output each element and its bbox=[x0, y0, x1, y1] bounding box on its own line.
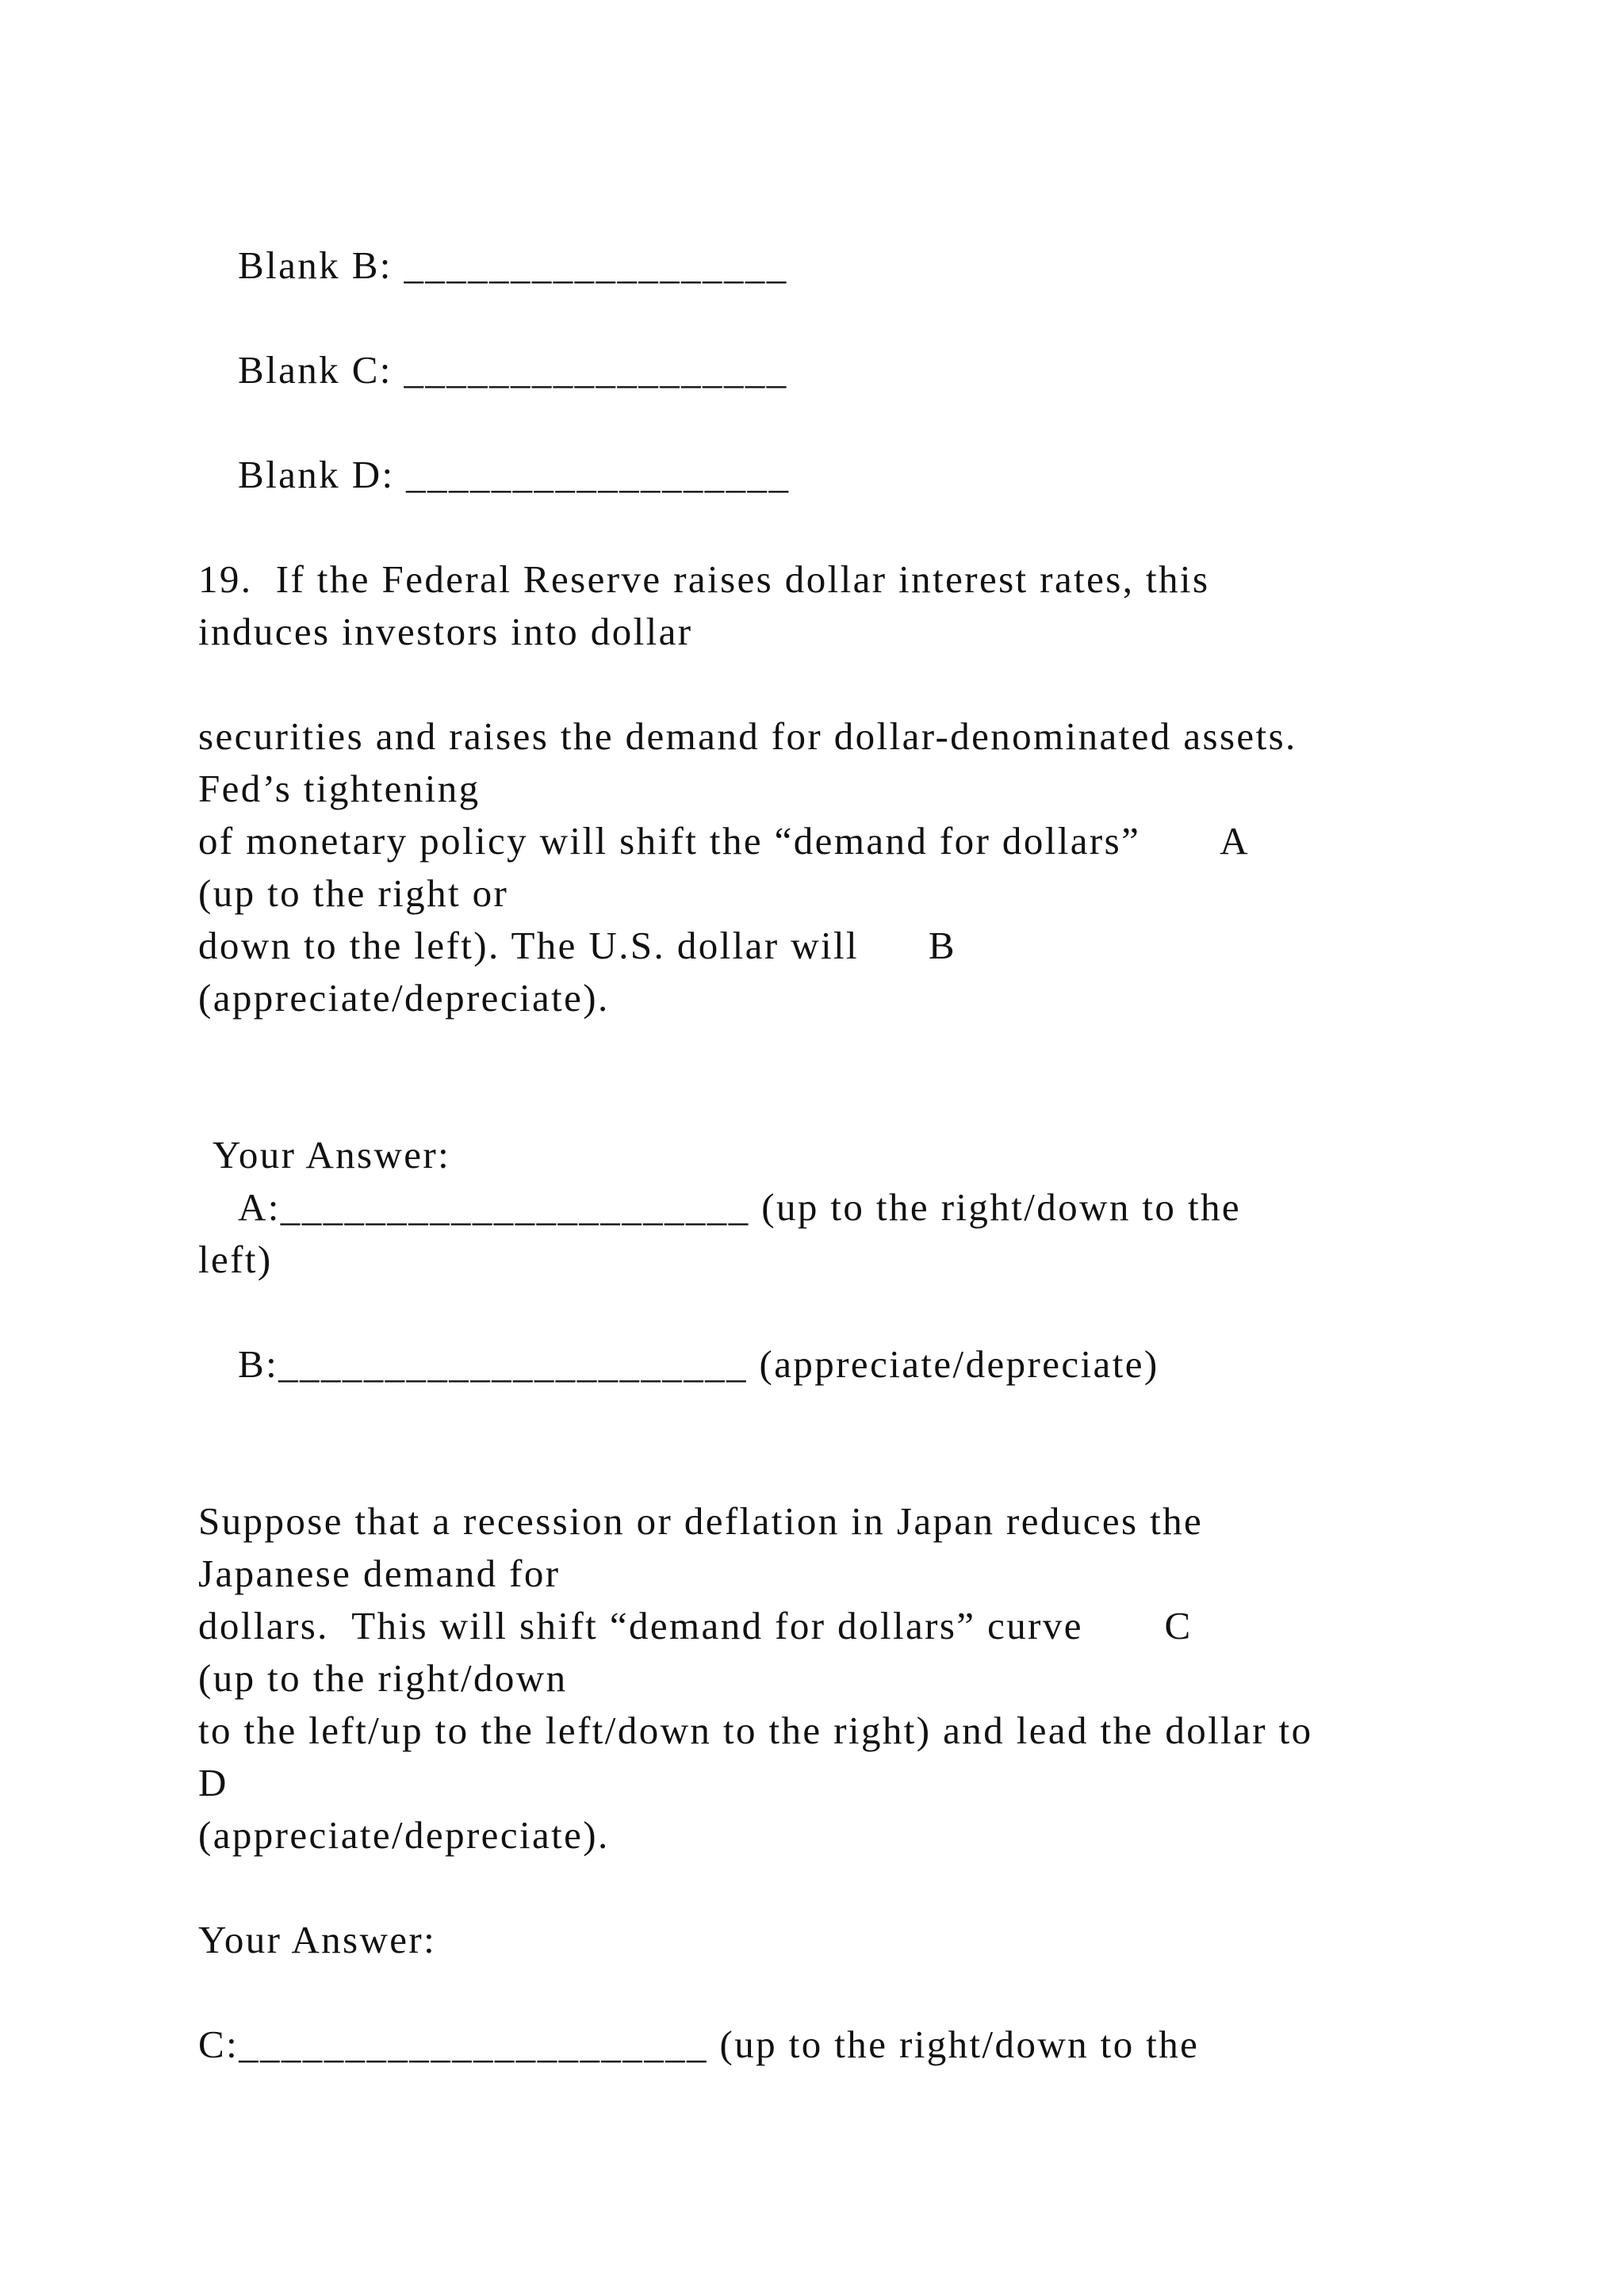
q19-line: securities and raises the demand for dollar-denominated assets. bbox=[198, 714, 1297, 758]
q19-answer-label: Your Answer: bbox=[213, 1133, 451, 1177]
q19-line: 19. If the Federal Reserve raises dollar interest rates, this bbox=[198, 557, 1210, 601]
answer-a-line-continued: left) bbox=[198, 1238, 273, 1281]
q19-line: Fed’s tightening bbox=[198, 767, 481, 810]
japan-question-line: Suppose that a recession or deflation in Japan reduces the bbox=[198, 1499, 1204, 1543]
japan-question-line: Japanese demand for bbox=[198, 1552, 561, 1595]
japan-question-line: to the left/up to the left/down to the right) and lead the dollar to bbox=[198, 1709, 1313, 1752]
blank-d-line: Blank D: __________________ bbox=[238, 453, 791, 496]
answer-c-line: C:______________________ (up to the right/down to the bbox=[198, 2022, 1200, 2066]
q19-line: (appreciate/depreciate). bbox=[198, 976, 610, 1020]
japan-question-line: (up to the right/down bbox=[198, 1656, 568, 1700]
blank-c-line: Blank C: __________________ bbox=[238, 348, 788, 392]
japan-question-line: (appreciate/depreciate). bbox=[198, 1813, 610, 1857]
japan-question-line: dollars. This will shift “demand for dollars” curve C bbox=[198, 1604, 1193, 1647]
answer-a-line: A:______________________ (up to the right/down to the bbox=[238, 1185, 1242, 1229]
japan-answer-label: Your Answer: bbox=[198, 1918, 437, 1961]
answer-b-line: B:______________________ (appreciate/depreciate) bbox=[238, 1342, 1159, 1386]
blank-b-line: Blank B: __________________ bbox=[238, 243, 788, 287]
q19-line: of monetary policy will shift the “demand for dollars” A bbox=[198, 819, 1250, 863]
q19-line: (up to the right or bbox=[198, 871, 509, 915]
japan-question-line: D bbox=[198, 1761, 228, 1804]
q19-line: down to the left). The U.S. dollar will B bbox=[198, 924, 957, 967]
q19-line: induces investors into dollar bbox=[198, 610, 693, 653]
